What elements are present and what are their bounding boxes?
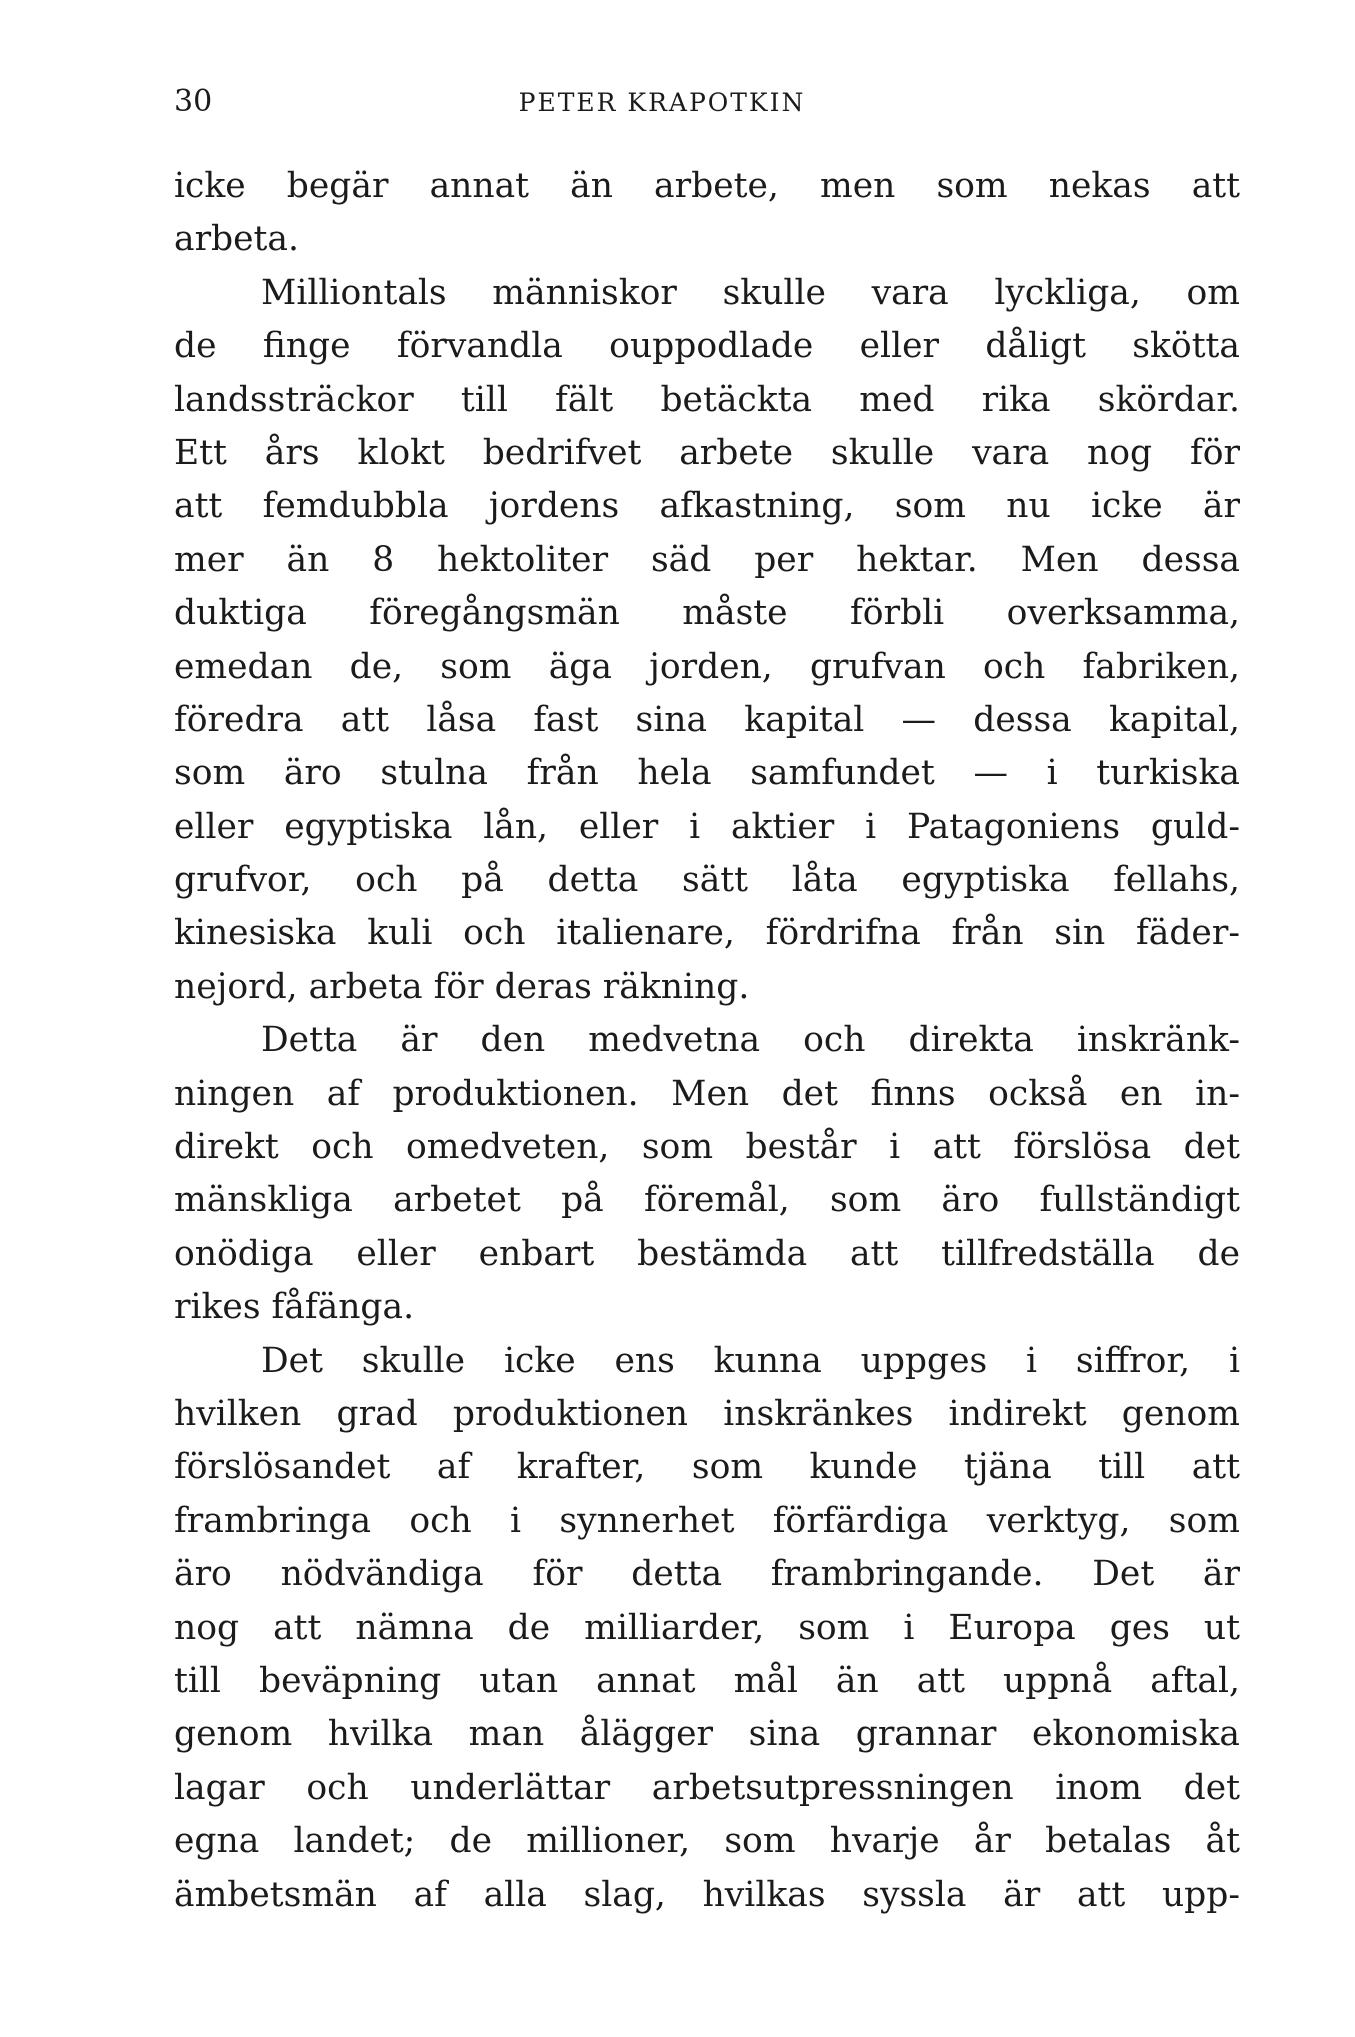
text-line: lagar och underlättar arbetsutpressningen inom det (174, 1767, 1240, 1808)
text-line: föredra att låsa fast sina kapital — dessa kapital, (174, 699, 1240, 740)
text-line: icke begär annat än arbete, men som nekas att (174, 166, 1240, 206)
text-line: Detta är den medvetna och direkta inskränk- (261, 1020, 1240, 1061)
text-line: mer än 8 hektoliter säd per hektar. Men dessa (174, 539, 1240, 580)
text-line: arbeta. (174, 219, 299, 260)
page-number: 30 (174, 84, 213, 119)
text-line: direkt och omedveten, som består i att förslösa det (174, 1127, 1240, 1168)
text-line: nejord, arbeta för deras räkning. (174, 966, 750, 1007)
text-line: eller egyptiska lån, eller i aktier i Patagoniens guld- (174, 806, 1240, 847)
text-line: som äro stulna från hela samfundet — i turkiska (174, 753, 1240, 794)
text-line: egna landet; de millioner, som hvarje år betalas åt (174, 1821, 1240, 1862)
text-line: Ett års klokt bedrifvet arbete skulle vara nog för (174, 432, 1240, 473)
text-line: rikes fåfänga. (174, 1287, 415, 1328)
text-line: genom hvilka man ålägger sina grannar ekonomiska (174, 1714, 1240, 1755)
text-line: förslösandet af krafter, som kunde tjäna till att (174, 1447, 1240, 1488)
text-line: att femdubbla jordens afkastning, som nu icke är (174, 486, 1240, 527)
text-line: duktiga föregångsmän måste förbli overksamma, (174, 593, 1240, 634)
text-line: de finge förvandla ouppodlade eller dåligt skötta (174, 326, 1240, 367)
text-line: äro nödvändiga för detta frambringande. Det är (174, 1554, 1240, 1595)
text-line: Det skulle icke ens kunna uppges i siffror, i (261, 1340, 1240, 1381)
text-line: nog att nämna de milliarder, som i Europa ges ut (174, 1607, 1240, 1648)
text-line: landssträckor till fält betäckta med rika skördar. (174, 379, 1240, 420)
body-text (174, 160, 1240, 1922)
text-line: grufvor, och på detta sätt låta egyptiska fellahs, (174, 860, 1240, 901)
text-line: onödiga eller enbart bestämda att tillfredställa de (174, 1233, 1240, 1274)
page-header (174, 84, 1240, 124)
running-head: PETER KRAPOTKIN (518, 88, 806, 117)
text-line: ämbetsmän af alla slag, hvilkas syssla är att upp- (174, 1874, 1240, 1915)
text-line: Milliontals människor skulle vara lyckliga, om (261, 272, 1240, 313)
text-line: ningen af produktionen. Men det finns också en in- (174, 1073, 1240, 1114)
text-line: kinesiska kuli och italienare, fördrifna från sin fäder- (174, 913, 1240, 954)
text-line: hvilken grad produktionen inskränkes indirekt genom (174, 1393, 1240, 1434)
text-line: emedan de, som äga jorden, grufvan och fabriken, (174, 646, 1240, 687)
text-line: till beväpning utan annat mål än att uppnå aftal, (174, 1660, 1240, 1701)
text-line: mänskliga arbetet på föremål, som äro fullständigt (174, 1180, 1240, 1221)
text-line: frambringa och i synnerhet förfärdiga verktyg, som (174, 1500, 1240, 1541)
